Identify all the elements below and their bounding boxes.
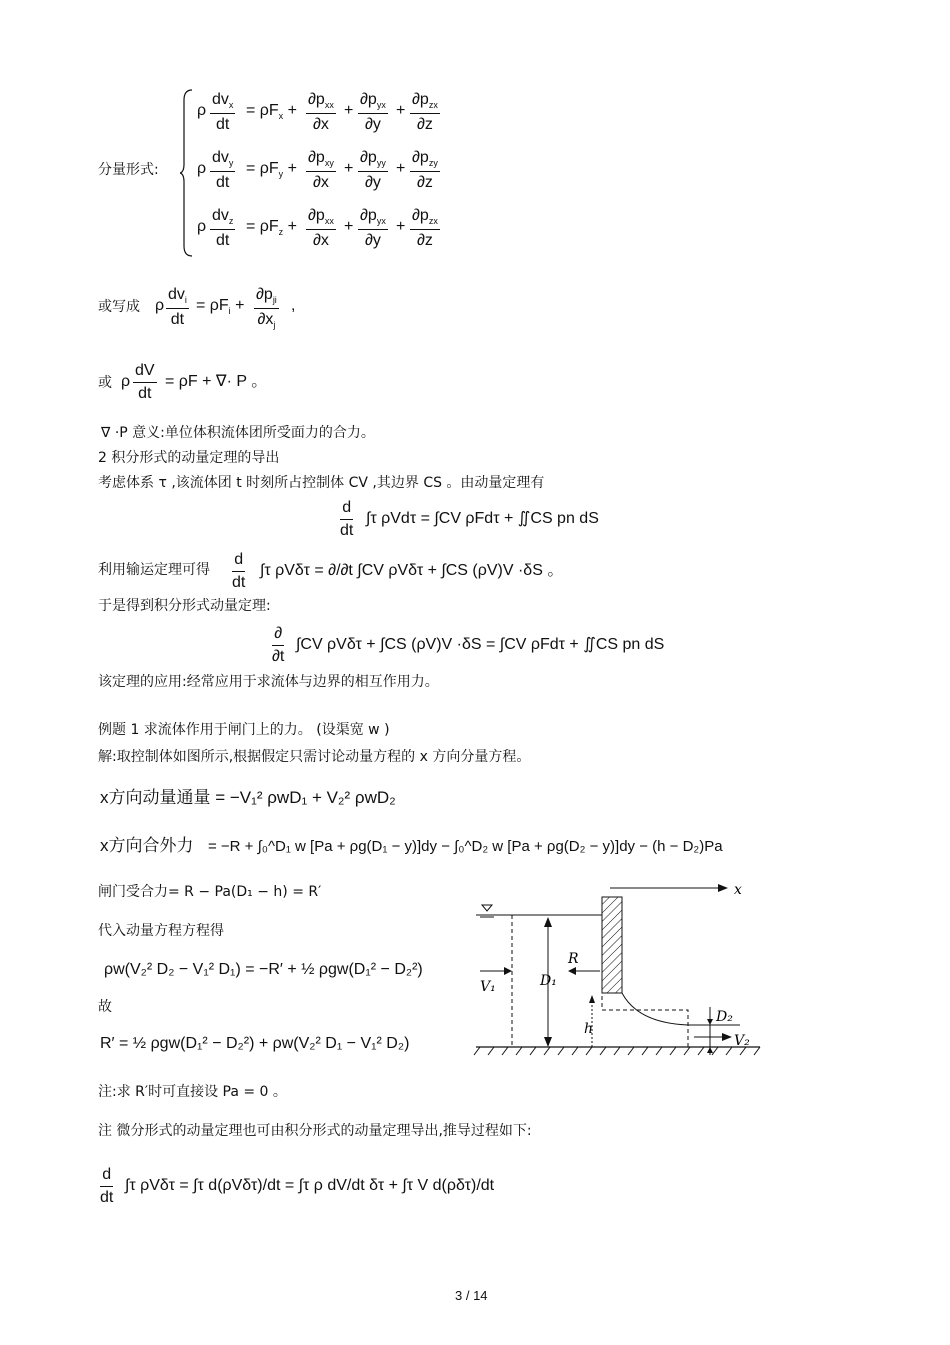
plus: + bbox=[396, 102, 406, 119]
or-write-label: 或写成 bbox=[98, 299, 140, 315]
r-label: R bbox=[568, 951, 579, 967]
result-equation: R′ = ½ ρgw(D₁² − D₂²) + ρw(V₂² D₁ − V₁² D₂) bbox=[100, 1035, 410, 1052]
solution-line: 解:取控制体如图所示,根据假定只需讨论动量方程的 x 方向分量方程。 bbox=[98, 749, 531, 765]
term-z3: $\partial p_{zx}$ ∂z bbox=[412, 207, 438, 250]
term-x3: $\partial p_{zx}$ ∂z bbox=[412, 91, 438, 134]
final-rhs: ∫τ ρVδτ = ∫τ d(ρVδτ)/dt = ∫τ ρ dV/dt δτ + ∫τ V d(ρδτ)/dt bbox=[125, 1177, 495, 1194]
v1-label: V₁ bbox=[480, 979, 496, 995]
dvy-dt: $dv_y$ dt bbox=[212, 149, 234, 192]
term-y1: $\partial p_{xy}$ ∂x bbox=[308, 149, 334, 192]
consider-line: 考虑体系 τ ,该流体团 t 时刻所占控制体 CV ,其边界 CS 。由动量定理有 bbox=[98, 475, 545, 491]
substitute-line: 代入动量方程方程得 bbox=[98, 923, 224, 939]
rho: ρ bbox=[155, 297, 165, 314]
plus: + bbox=[396, 218, 406, 235]
dvz-dt: $dv_z$ dt bbox=[212, 207, 234, 250]
rhs-vector: = ρF + ∇· P 。 bbox=[165, 373, 268, 390]
term-y3: $\partial p_{zy}$ ∂z bbox=[412, 149, 438, 192]
term-x2: $\partial p_{yx}$ ∂y bbox=[360, 91, 386, 134]
nabla-meaning: ∇ ·P 意义:单位体积流体团所受面力的合力。 bbox=[101, 425, 375, 441]
transport-rhs: ∫τ ρVδτ = ∂/∂t ∫CV ρVδτ + ∫CS (ρV)V ·δS 。 bbox=[260, 562, 564, 579]
term-x1: $\partial p_{xx}$ ∂x bbox=[308, 91, 334, 134]
component-form-label: 分量形式: bbox=[98, 162, 159, 178]
rhs-i: = $\rho F_i$ + bbox=[196, 297, 245, 317]
section-2-title: 2 积分形式的动量定理的导出 bbox=[98, 450, 280, 466]
rhs-z: = $\rho F_z$ + bbox=[246, 218, 297, 238]
dV-dt: $\frac{dV}{dt}$ bbox=[135, 362, 155, 402]
note-2: 注 微分形式的动量定理也可由积分形式的动量定理导出,推导过程如下: bbox=[98, 1123, 532, 1139]
page-number: 3 / 14 bbox=[455, 1288, 488, 1303]
momentum-rhs: ∫τ ρVdτ = ∫CV ρFdτ + ∬CS pn dS bbox=[366, 510, 599, 527]
plus: + bbox=[344, 218, 354, 235]
v2-label: V₂ bbox=[734, 1033, 750, 1049]
x-force-label: x方向合外力 bbox=[100, 836, 194, 855]
note-1: 注:求 R′时可直接设 Pa = 0 。 bbox=[98, 1084, 287, 1100]
d-dt: $\frac{d}{dt}$ bbox=[232, 551, 246, 591]
bed-hatching bbox=[474, 1047, 760, 1055]
thus-line: 于是得到积分形式动量定理: bbox=[98, 598, 271, 614]
control-volume bbox=[512, 915, 688, 1047]
x-force-equation: = −R + ∫₀^D₁ w [Pa + ρg(D₁ − y)]dy − ∫₀^D₂ w [Pa + ρg(D₂ − y)]dy − (h − D₂)Pa bbox=[208, 838, 723, 855]
left-brace bbox=[180, 88, 194, 258]
example-title: 例题 1 求流体作用于闸门上的力。 (设渠宽 w ) bbox=[98, 722, 390, 738]
d1-label: D₁ bbox=[540, 973, 557, 989]
comma: , bbox=[291, 297, 296, 314]
rho: ρ bbox=[197, 218, 207, 235]
x-axis-label: x bbox=[734, 882, 742, 898]
d2-label: D₂ bbox=[716, 1009, 733, 1025]
gate bbox=[602, 897, 622, 993]
rhs-x: = $\rho F_x$ + bbox=[246, 102, 297, 122]
term-ji: $\partial p_{ji}$ $\partial x_j$ bbox=[256, 286, 277, 331]
transport-label: 利用输运定理可得 bbox=[98, 562, 210, 578]
term-z2: $\partial p_{yx}$ ∂y bbox=[360, 207, 386, 250]
term-y2: $\partial p_{yy}$ ∂y bbox=[360, 149, 386, 192]
plus: + bbox=[344, 102, 354, 119]
plus: + bbox=[344, 160, 354, 177]
rho: ρ bbox=[121, 373, 131, 390]
gate-force: 闸门受合力= R − Pa(D₁ − h) = R′ bbox=[98, 884, 322, 900]
plus: + bbox=[396, 160, 406, 177]
integral-rhs: ∫CV ρVδτ + ∫CS (ρV)V ·δS = ∫CV ρFdτ + ∬CS pn dS bbox=[296, 636, 665, 653]
application-line: 该定理的应用:经常应用于求流体与边界的相互作用力。 bbox=[98, 674, 439, 690]
rho: ρ bbox=[197, 102, 207, 119]
d-dt: $\frac{d}{dt}$ bbox=[340, 499, 354, 539]
rhs-y: = $\rho F_y$ + bbox=[246, 160, 297, 180]
therefore-label: 故 bbox=[98, 999, 112, 1015]
d-dt: $\frac{d}{dt}$ bbox=[100, 1166, 114, 1206]
term-z1: $\partial p_{xx}$ ∂x bbox=[308, 207, 334, 250]
x-axis-arrow bbox=[718, 884, 728, 892]
water-level-marker bbox=[482, 905, 492, 911]
dvi-dt: $dv_i$ dt bbox=[168, 286, 187, 329]
substituted-equation: ρw(V₂² D₂ − V₁² D₁) = −R′ + ½ ρgw(D₁² − D₂²) bbox=[104, 961, 423, 978]
or-label: 或 bbox=[98, 375, 112, 391]
partial-dt: ∂ ∂t bbox=[272, 625, 285, 665]
sluice-gate-diagram bbox=[470, 875, 770, 1075]
rho: ρ bbox=[197, 160, 207, 177]
h-label: h bbox=[584, 1021, 594, 1037]
x-momentum-flux: x方向动量通量 = −V₁² ρwD₁ + V₂² ρwD₂ bbox=[100, 788, 396, 807]
dvx-dt: $dv_x$ dt bbox=[212, 91, 234, 134]
